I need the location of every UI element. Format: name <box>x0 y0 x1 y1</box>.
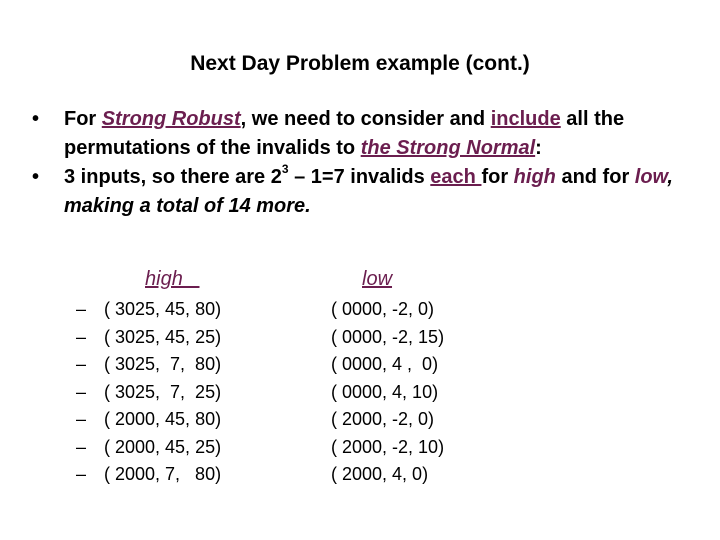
strong-robust-term: Strong Robust <box>101 108 241 130</box>
list-item: ( 2000, -2, 0) <box>331 409 435 429</box>
list-item <box>76 324 221 352</box>
high-value: ( 3025, 7, 25) <box>104 381 222 402</box>
text: : <box>535 137 542 159</box>
list-item: ( 0000, -2, 15) <box>331 326 445 347</box>
text: , making a total of 14 more. <box>64 166 673 217</box>
list-item <box>76 351 221 379</box>
bullet-icon: • <box>32 166 40 188</box>
text: and for <box>555 166 635 188</box>
text: For <box>64 108 102 130</box>
high-value: ( 3025, 7, 80) <box>104 354 222 374</box>
text: all the permutations of the invalids to <box>64 108 625 159</box>
bullet-icon: • <box>32 108 40 130</box>
dash-icon: – <box>76 381 87 402</box>
dash-icon: – <box>76 354 87 374</box>
text: – 1=7 invalids <box>288 166 431 188</box>
text: 3 inputs, so there are 2 <box>64 166 282 188</box>
list-item: ( 0000, 4 , 0) <box>331 354 439 374</box>
list-item: ( 2000, 4, 0) <box>331 464 429 484</box>
dash-icon: – <box>76 464 87 484</box>
text: for <box>481 166 514 188</box>
low-column-header: low <box>362 268 393 290</box>
bullet-item <box>26 163 706 221</box>
strong-normal-term: the Strong Normal <box>360 137 536 159</box>
list-item <box>76 379 221 407</box>
list-item <box>76 406 221 434</box>
low-term: low <box>634 166 668 188</box>
high-column-header: high <box>145 268 200 290</box>
high-value: ( 2000, 45, 25) <box>104 436 222 457</box>
list-item: ( 2000, -2, 10) <box>331 436 445 457</box>
list-item: ( 0000, -2, 0) <box>331 299 435 319</box>
list-item <box>76 296 221 324</box>
high-list <box>76 296 221 489</box>
high-value: ( 2000, 7, 80) <box>104 464 222 484</box>
low-list <box>331 296 444 489</box>
list-item: ( 0000, 4, 10) <box>331 381 439 402</box>
high-value: ( 3025, 45, 80) <box>104 299 222 319</box>
high-value: ( 3025, 45, 25) <box>104 326 222 347</box>
high-value: ( 2000, 45, 80) <box>104 409 222 429</box>
include-term: include <box>490 108 561 130</box>
text: , we need to consider and <box>240 108 491 130</box>
exponent: 3 <box>281 162 289 177</box>
bullet-text <box>64 163 706 221</box>
dash-icon: – <box>76 409 87 429</box>
slide-title: Next Day Problem example (cont.) <box>190 52 530 75</box>
high-term: high <box>513 166 556 188</box>
dash-icon: – <box>76 326 87 347</box>
bullet-item <box>26 105 706 163</box>
dash-icon: – <box>76 299 87 319</box>
bullet-text <box>64 105 706 163</box>
list-item <box>76 461 221 489</box>
dash-icon: – <box>76 436 87 457</box>
each-term: each <box>430 166 482 188</box>
list-item <box>76 434 221 462</box>
bullet-list <box>26 105 706 221</box>
